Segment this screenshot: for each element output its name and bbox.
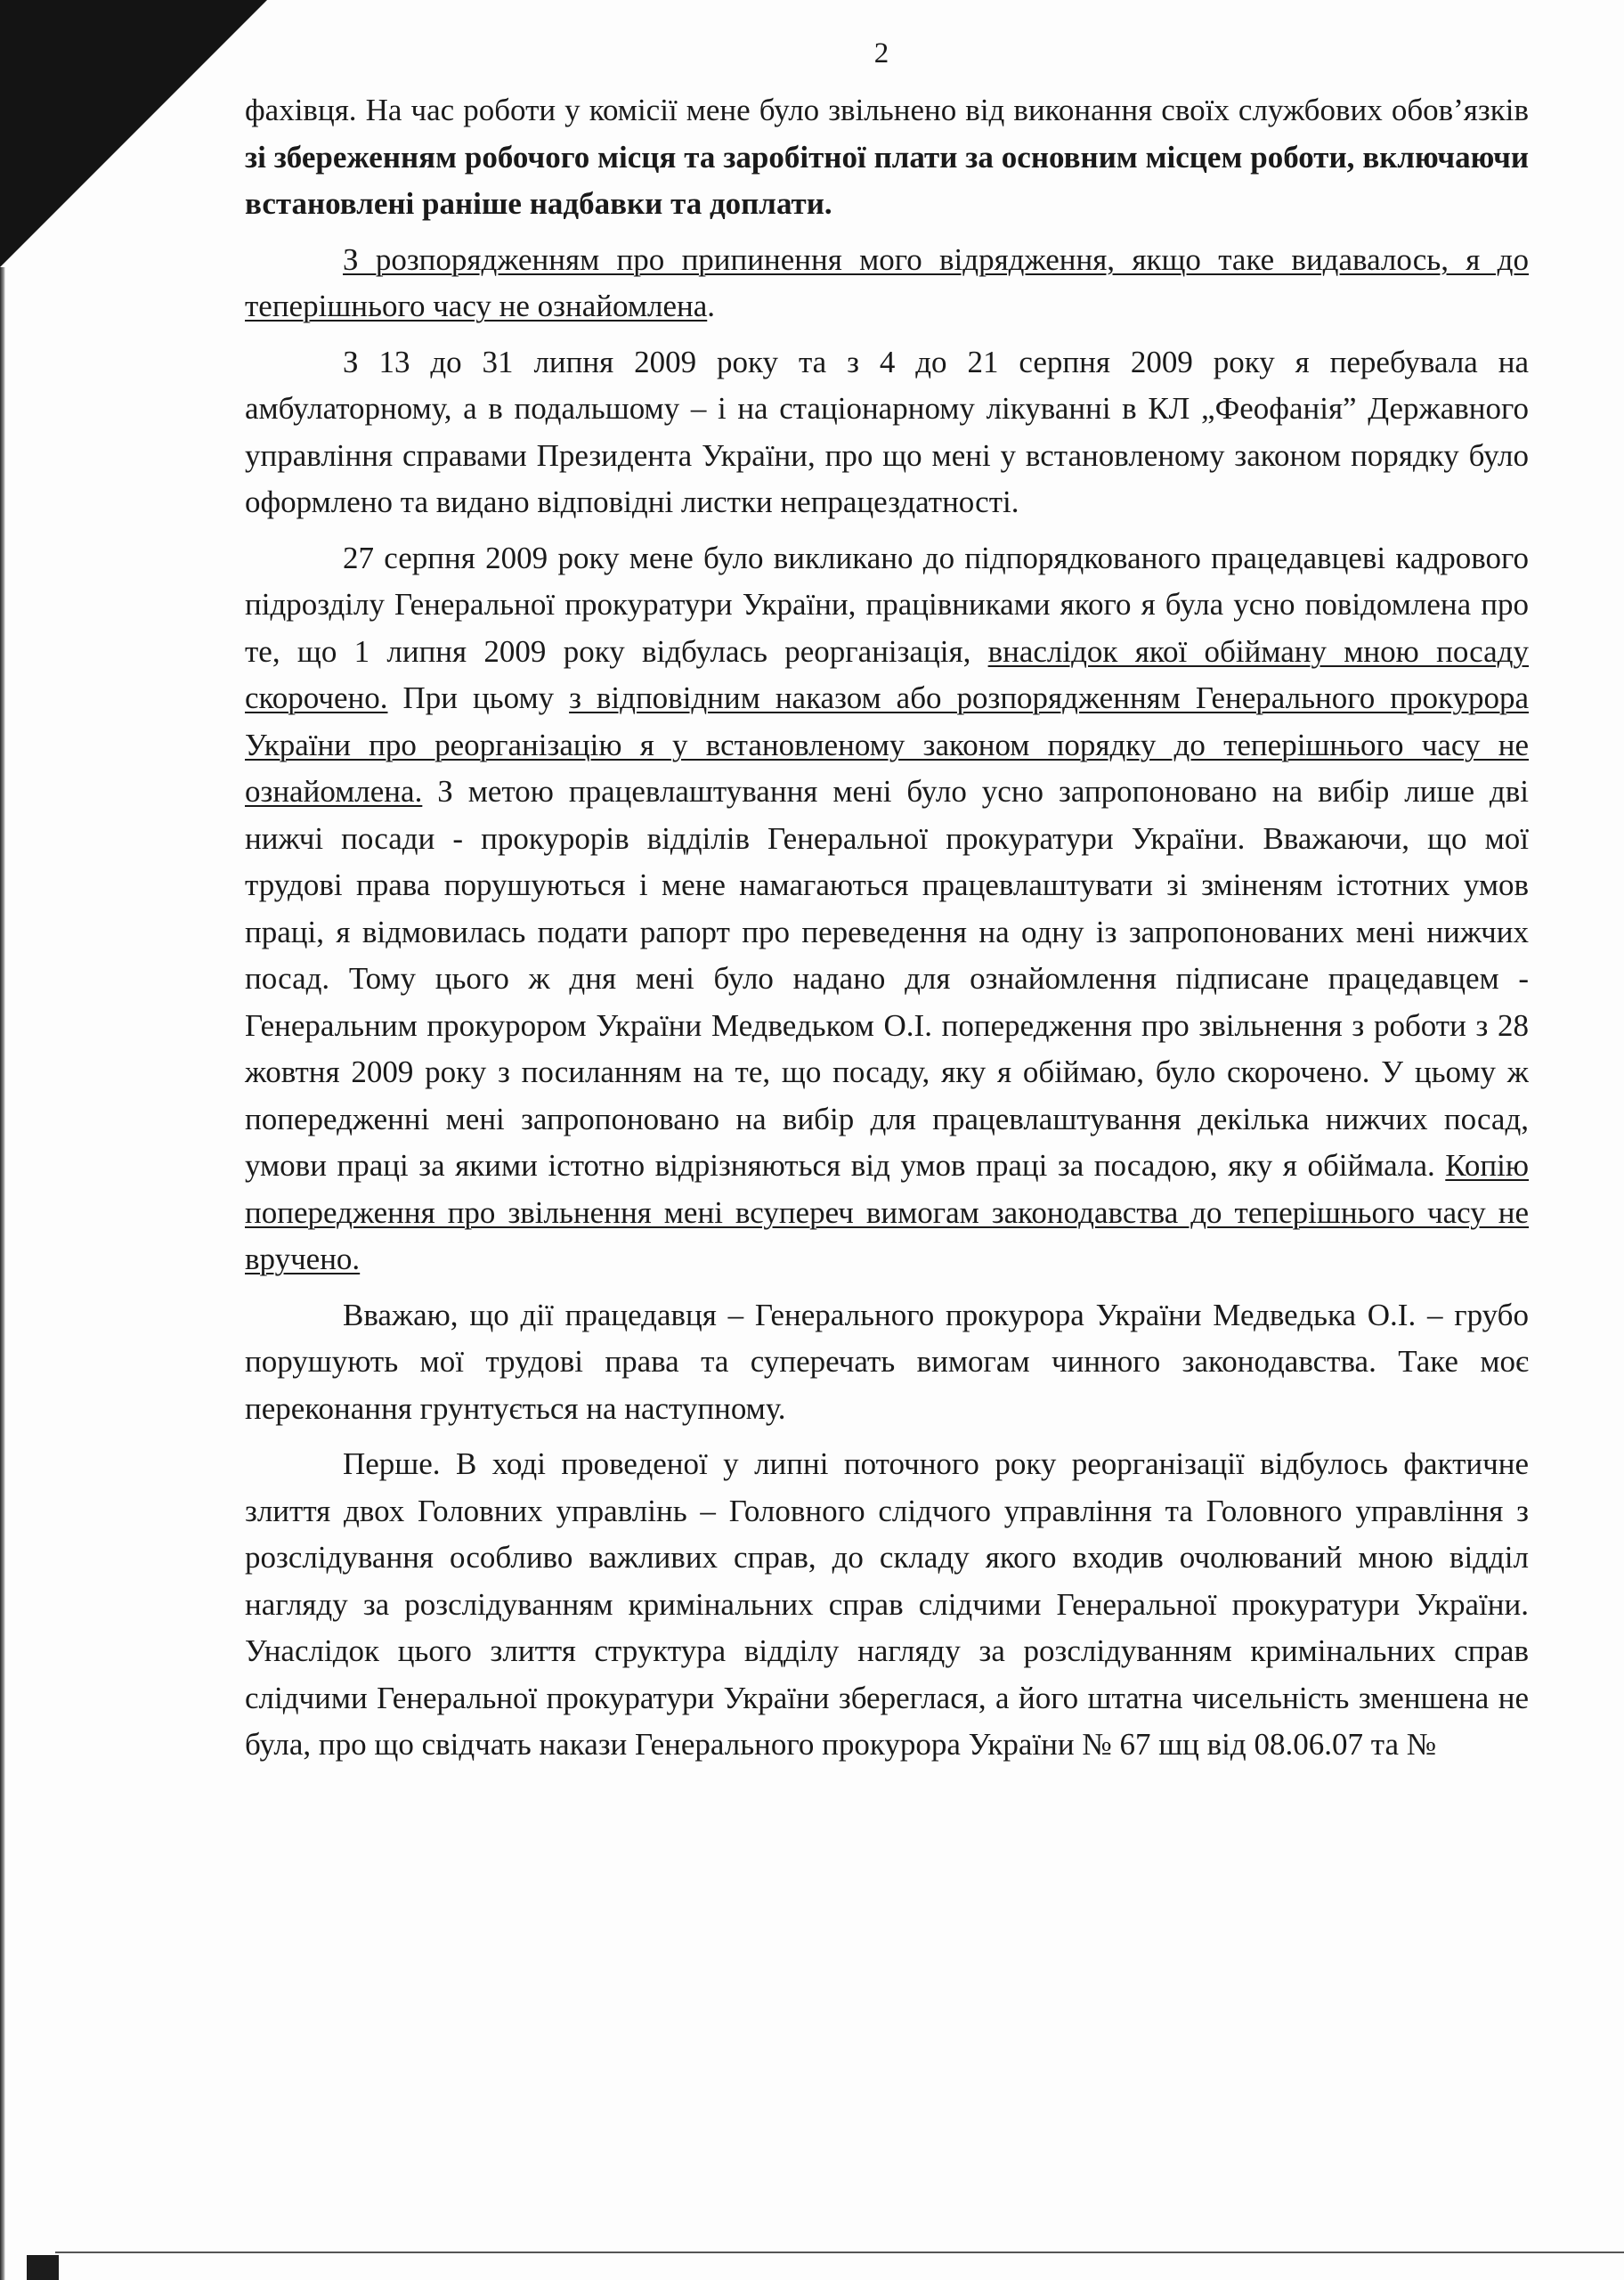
text-run: Вважаю, що дії працедавця – Генерального прокурора України Медведька О.І. – грубо порушують мої трудові права та суперечать вимогам чинного законодавства. Таке моє переконання грунтується на наступному. xyxy=(245,1297,1529,1426)
scan-left-edge xyxy=(0,267,5,2280)
paragraph xyxy=(245,339,1529,526)
text-run: фахівця. На час роботи у комісії мене було звільнено від виконання своїх службових обов’язків xyxy=(245,93,1529,127)
text-run: . xyxy=(707,289,715,323)
text-run: При цьому xyxy=(387,680,570,715)
scan-corner-shadow xyxy=(0,0,267,267)
paragraph xyxy=(245,535,1529,1283)
underlined-text: З розпорядженням про припинення мого відрядження, якщо таке видавалось, я до теперішнього часу не ознайомлена xyxy=(245,241,1529,323)
document-body xyxy=(245,87,1529,1778)
text-run: З 13 до 31 липня 2009 року та з 4 до 21 серпня 2009 року я перебувала на амбулаторному, а в подальшому – і на стаціонарному лікуванні в КЛ „Феофанія” Державного управління справами Президента України, про що мені у встановленому законом порядку було оформлено та видано відповідні листки непрацездатності. xyxy=(245,344,1529,519)
underlined-text: внаслідок якої обійману мною посаду скорочено. xyxy=(245,633,1529,715)
page-number: 2 xyxy=(873,37,889,69)
paragraph xyxy=(245,1292,1529,1433)
scan-corner-mark xyxy=(27,2255,59,2280)
underlined-text: Копію попередження про звільнення мені всупереч вимогам законодавства до теперішнього часу не вручено. xyxy=(245,1148,1529,1276)
text-run: Перше. В ході проведеної у липні поточного року реорганізації відбулось фактичне злиття двох Головних управлінь – Головного слідчого управління та Головного управління з розслідування особливо важливих справ, до складу якого входив очолюваний мною відділ нагляду за розслідуванням кримінальних справ слідчими Генеральної прокуратури України. Унаслідок цього злиття структура відділу нагляду за розслідуванням кримінальних справ слідчими Генеральної прокуратури України збереглася, а його штатна чисельність зменшена не була, про що свідчать накази Генерального прокурора України № 67 шц від 08.06.07 та № xyxy=(245,1446,1529,1762)
paragraph xyxy=(245,237,1529,330)
bold-text: зі збереженням робочого місця та заробітної плати за основним місцем роботи, включаючи встановлені раніше надбавки та доплати. xyxy=(245,139,1529,221)
text-run: 27 серпня 2009 року мене було викликано до підпорядкованого працедавцеві кадрового підрозділу Генеральної прокуратури України, працівниками якого я була усно повідомлена про те, що 1 липня 2009 року відбулась реорганізація, xyxy=(245,540,1529,669)
underlined-text: з відповідним наказом або розпорядженням Генерального прокурора України про реорганізацію я у встановленому законом порядку до теперішнього часу не ознайомлена. xyxy=(245,680,1529,809)
paragraph xyxy=(245,87,1529,228)
scan-bottom-edge xyxy=(55,2252,1624,2253)
paragraph xyxy=(245,1441,1529,1769)
text-run: З метою працевлаштування мені було усно запропоновано на вибір лише дві нижчі посади - прокурорів відділів Генеральної прокуратури України. Вважаючи, що мої трудові права порушуються і мене намагаються працевлаштувати зі зміненям істотних умов праці, я відмовилась подати рапорт про переведення на одну із запропонованих мені нижчих посад. Тому цього ж дня мені було надано для ознайомлення підписане працедавцем - Генеральним прокурором України Медведьком О.І. попередження про звільнення з роботи з 28 жовтня 2009 року з посиланням на те, що посаду, яку я обіймаю, було скорочено. У цьому ж попередженні мені запропоновано на вибір для працевлаштування декілька нижчих посад, умови праці за якими істотно відрізняються від умов праці за посадою, яку я обіймала. xyxy=(245,774,1529,1183)
